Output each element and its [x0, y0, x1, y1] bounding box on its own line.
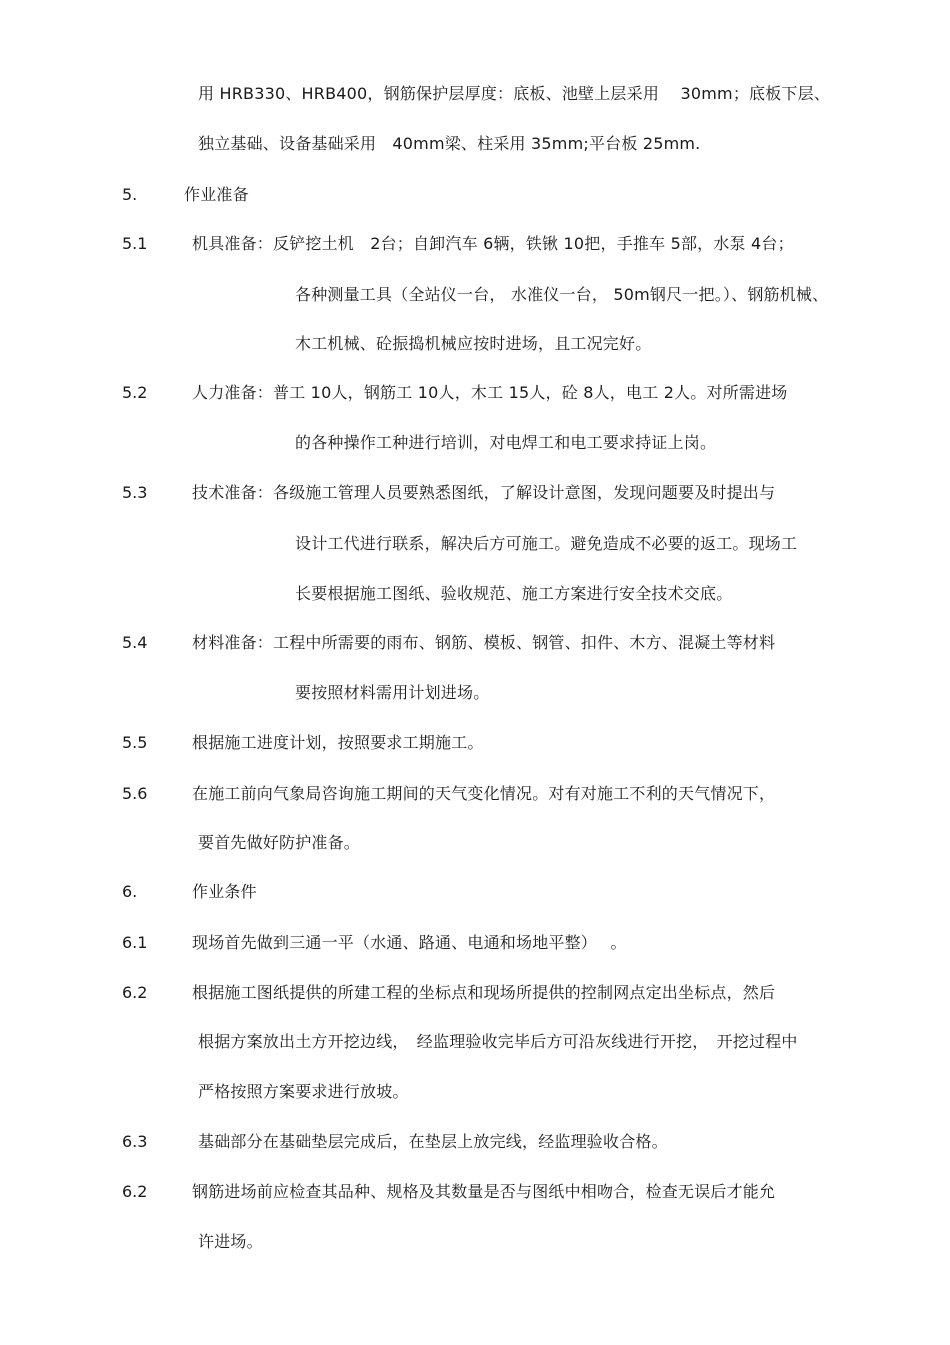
item-5-3-line-1: 技术准备：各级施工管理人员要熟悉图纸，了解设计意图，发现问题要及时提出与	[192, 483, 776, 502]
item-5-5-line-1: 根据施工进度计划，按照要求工期施工。	[192, 733, 484, 752]
intro-line-1: 用 HRB330、HRB400，钢筋保护层厚度：底板、池壁上层采用 30mm；底板下层、	[198, 84, 831, 103]
item-5-1-line-1: 机具准备：反铲挖土机 2台；自卸汽车 6辆，铁锹 10把，手推车 5部，水泵 4台；	[192, 234, 794, 253]
item-6-1-number: 6.1	[122, 933, 148, 952]
item-5-2-line-1: 人力准备：普工 10人，钢筋工 10人，木工 15人，砼 8人，电工 2人。对所需进场	[192, 383, 788, 402]
item-6-1-line-1: 现场首先做到三通一平（水通、路通、电通和场地平整） 。	[192, 933, 627, 952]
item-5-2-line-2: 的各种操作工种进行培训，对电焊工和电工要求持证上岗。	[295, 433, 717, 452]
item-6-4-line-1: 钢筋进场前应检查其品种、规格及其数量是否与图纸中相吻合，检查无误后才能允	[192, 1182, 776, 1201]
item-6-2-line-3: 严格按照方案要求进行放坡。	[198, 1082, 409, 1101]
item-6-2-number: 6.2	[122, 983, 148, 1002]
section-6-title: 作业条件	[192, 882, 257, 901]
section-5-title: 作业准备	[184, 185, 249, 204]
item-5-4-line-2: 要按照材料需用计划进场。	[295, 683, 490, 702]
item-5-3-line-3: 长要根据施工图纸、验收规范、施工方案进行安全技术交底。	[295, 584, 733, 603]
item-6-2-line-1: 根据施工图纸提供的所建工程的坐标点和现场所提供的控制网点定出坐标点，然后	[192, 983, 776, 1002]
item-6-4-number: 6.2	[122, 1182, 148, 1201]
item-5-2-number: 5.2	[122, 383, 148, 402]
intro-line-2: 独立基础、设备基础采用 40mm梁、柱采用 35mm;平台板 25mm.	[198, 134, 701, 153]
item-5-4-number: 5.4	[122, 633, 148, 652]
item-6-3-number: 6.3	[122, 1132, 148, 1151]
item-5-6-line-2: 要首先做好防护准备。	[198, 833, 361, 852]
item-5-3-line-2: 设计工代进行联系，解决后方可施工。避免造成不必要的返工。现场工	[295, 534, 798, 553]
item-5-1-line-3: 木工机械、砼振捣机械应按时进场，且工况完好。	[295, 334, 652, 353]
section-6-number: 6.	[122, 882, 138, 901]
item-5-4-line-1: 材料准备：工程中所需要的雨布、钢筋、模板、钢管、扣件、木方、混凝土等材料	[192, 633, 776, 652]
item-6-4-line-2: 许进场。	[198, 1232, 263, 1251]
item-5-6-number: 5.6	[122, 784, 148, 803]
item-5-1-line-2: 各种测量工具（全站仪一台， 水准仪一台， 50m钢尺一把。）、钢筋机械、	[295, 285, 829, 304]
item-5-5-number: 5.5	[122, 733, 148, 752]
item-6-3-line-1: 基础部分在基础垫层完成后，在垫层上放完线，经监理验收合格。	[198, 1132, 668, 1151]
section-5-number: 5.	[122, 185, 138, 204]
item-5-1-number: 5.1	[122, 234, 148, 253]
item-5-6-line-1: 在施工前向气象局咨询施工期间的天气变化情况。对有对施工不利的天气情况下，	[192, 784, 776, 803]
item-5-3-number: 5.3	[122, 483, 148, 502]
item-6-2-line-2: 根据方案放出土方开挖边线， 经监理验收完毕后方可沿灰线进行开挖， 开挖过程中	[198, 1032, 798, 1051]
